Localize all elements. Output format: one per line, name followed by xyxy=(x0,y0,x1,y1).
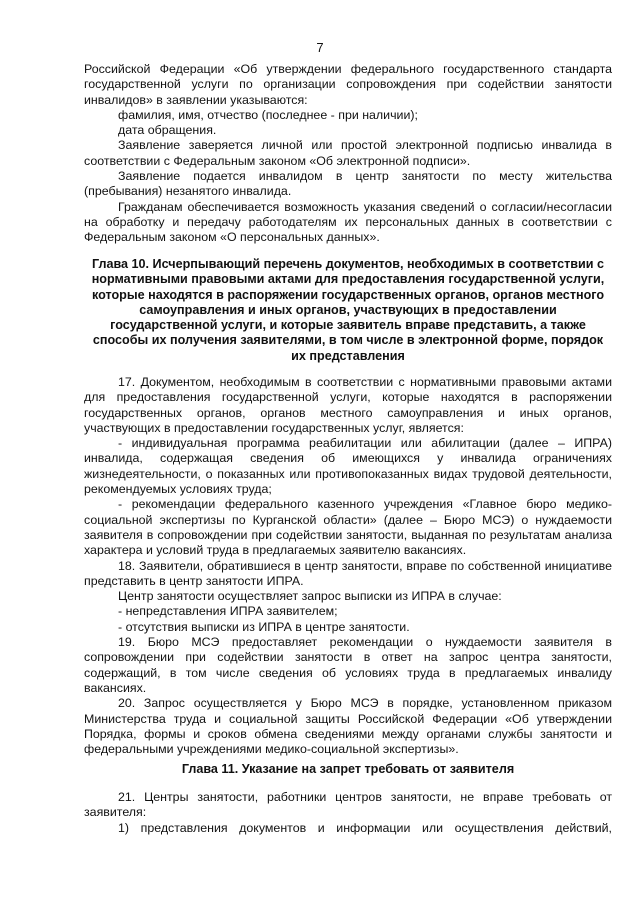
list-item-date: дата обращения. xyxy=(118,123,217,138)
paragraph-17-item-ipra: - индивидуальная программа реабилитации или абилитации (далее – ИПРА) инвалида, содержащая сведения об имеющихся у инвалида ограничениях жизнедеятельности, о показанных или противопоказанных видах трудовой деятельности, рекомендуемых условиях труда; xyxy=(84,436,612,497)
chapter-10-heading: Глава 10. Исчерпывающий перечень документов, необходимых в соответствии с нормативными правовыми актами для предоставления государственной услуги, которые находятся в распоряжении государственных органов, органов местного самоуправления и иных органов, участвующих в предоставлении государственной услуги, и которые заявитель вправе представить, а также способы их получения заявителями, в том числе в электронной форме, порядок их представления xyxy=(91,257,605,363)
paragraph-18-item-a: - непредставления ИПРА заявителем; xyxy=(118,604,338,619)
paragraph-21: 21. Центры занятости, работники центров занятости, не вправе требовать от заявителя: xyxy=(84,790,612,820)
paragraph-submission: Заявление подается инвалидом в центр занятости по месту жительства (пребывания) незанятого инвалида. xyxy=(84,169,612,199)
paragraph-21-item-1: 1) представления документов и информации или осуществления действий, xyxy=(118,820,612,835)
intro-section xyxy=(84,62,612,246)
chapter-11-heading: Глава 11. Указание на запрет требовать от заявителя xyxy=(181,762,515,776)
paragraph-18-request: Центр занятости осуществляет запрос выписки из ИПРА в случае: xyxy=(118,589,502,604)
paragraph-17-item-mse: - рекомендации федерального казенного учреждения «Главное бюро медико-социальной экспертизы по Курганской области» (далее – Бюро МСЭ) о нуждаемости заявителя в сопровождении при содействии занятости, выданная по результатам анализа характера и условий труда в предлагаемых заявителю вакансиях. xyxy=(84,497,612,558)
paragraph-signature: Заявление заверяется личной или простой электронной подписью инвалида в соответствии с Федеральным законом «Об электронной подписи». xyxy=(84,138,612,168)
chapter-11-body xyxy=(84,790,612,836)
paragraph-19: 19. Бюро МСЭ предоставляет рекомендации о нуждаемости заявителя в сопровождении при содействии занятости в ответ на запрос центра занятости, содержащий, в том числе сведения об условиях труда в предлагаемых инвалиду вакансиях. xyxy=(84,635,612,695)
paragraph-18-item-b: - отсутствия выписки из ИПРА в центре занятости. xyxy=(118,619,410,634)
page-number: 7 xyxy=(316,40,324,55)
intro-paragraph: Российской Федерации «Об утверждении федерального государственного стандарта государственной услуги по организации сопровождения при содействии занятости инвалидов» в заявлении указываются: xyxy=(84,62,612,107)
paragraph-18: 18. Заявители, обратившиеся в центр занятости, вправе по собственной инициативе представить в центр занятости ИПРА. xyxy=(84,558,612,588)
paragraph-17: 17. Документом, необходимым в соответствии с нормативными правовыми актами для предоставления государственной услуги, которые находятся в распоряжении государственных органов, органов местного самоуправления и иных органов, участвующих в предоставлении государственных услуг, является: xyxy=(84,375,612,435)
paragraph-20: 20. Запрос осуществляется у Бюро МСЭ в порядке, установленном приказом Министерства труда и социальной защиты Российской Федерации «Об утверждении Порядка, формы и сроков обмена сведениями между органами службы занятости и федеральными учреждениями медико-социальной экспертизы». xyxy=(84,696,612,757)
paragraph-citizens-consent: Гражданам обеспечивается возможность указания сведений о согласии/несогласии на обработку и передачу работодателям их персональных данных в соответствии с Федеральным законом «О персональных данных». xyxy=(84,199,612,245)
chapter-10-body xyxy=(84,375,612,757)
list-item-name: фамилия, имя, отчество (последнее - при наличии); xyxy=(118,107,418,122)
